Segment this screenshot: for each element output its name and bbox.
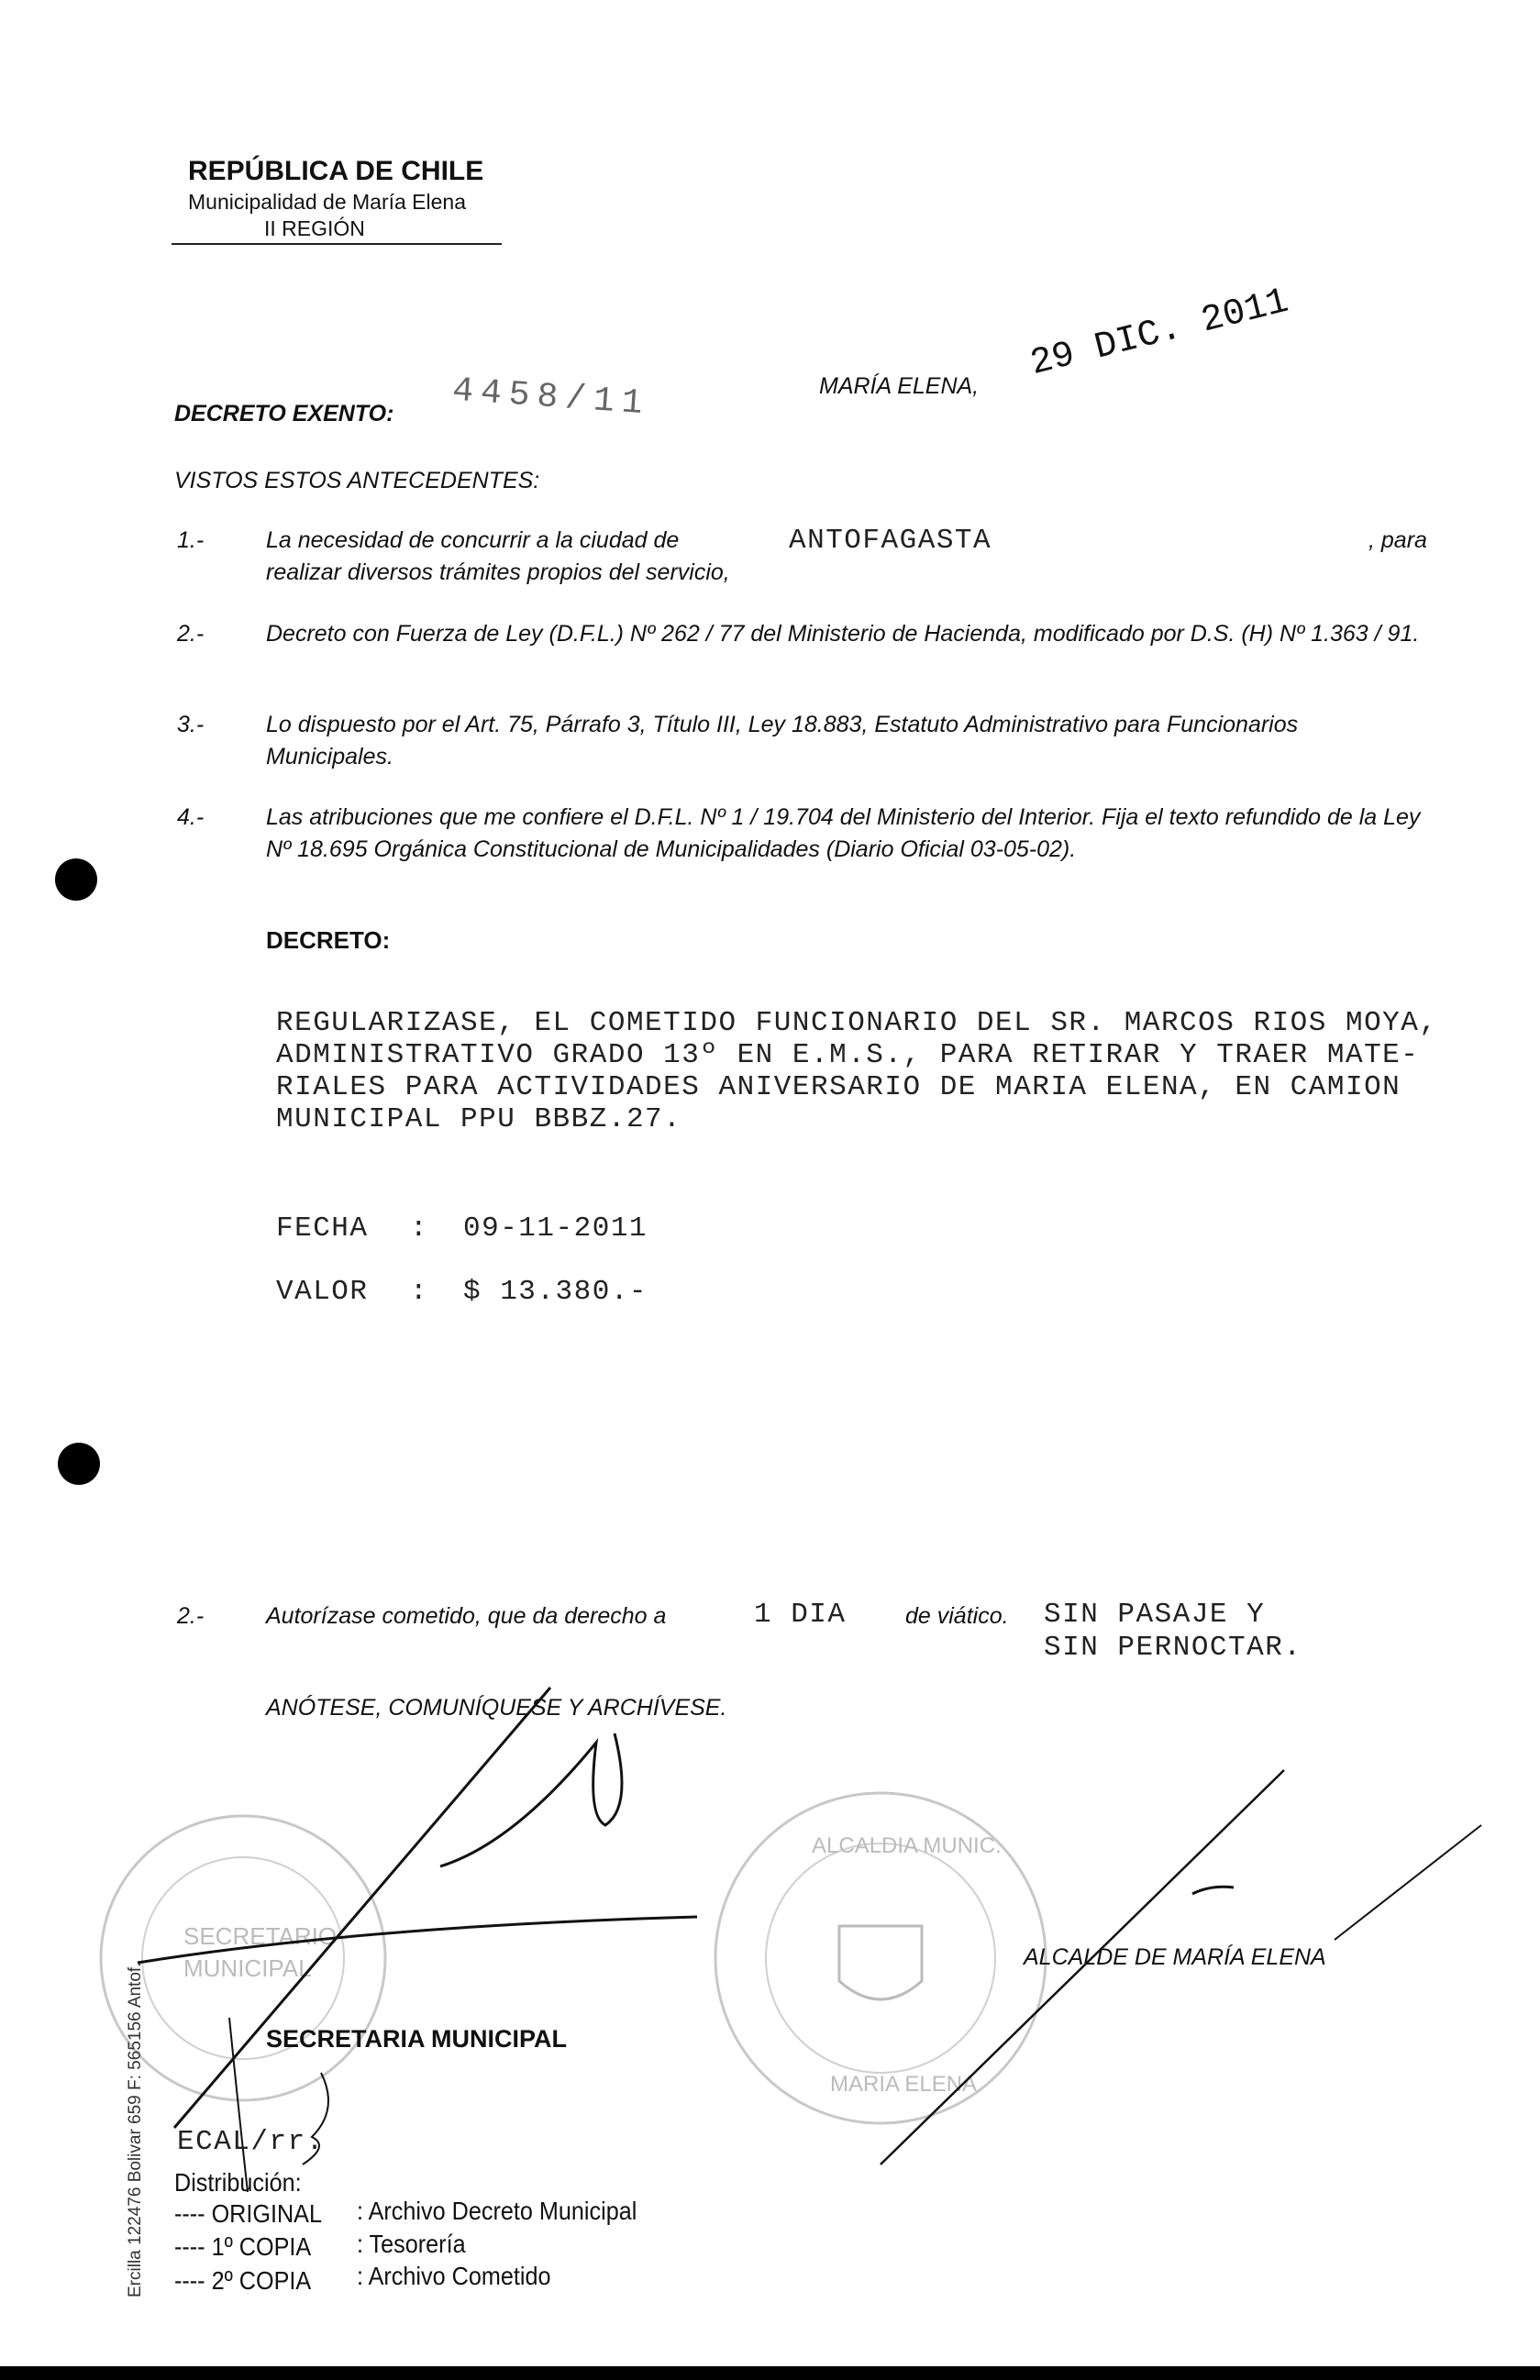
item-text-cont: realizar diversos trámites propios del servicio,: [266, 559, 730, 585]
item-number: 3.-: [177, 712, 205, 737]
decree-place: MARÍA ELENA,: [819, 373, 980, 399]
valor-value: $ 13.380.-: [463, 1276, 648, 1308]
mayor-seal: [711, 1788, 1050, 2128]
decreto-line: MUNICIPAL PPU BBBZ.27.: [276, 1103, 682, 1135]
distribution-value: : Archivo Cometido: [357, 2262, 551, 2290]
item-text: Las atribuciones que me confiere el D.F.L. Nº 1 / 19.704 del Ministerio del Interior. Fija el texto refundido de la Ley Nº 18.695 Orgánica Constitucional de Municipalidades (Diario Oficial 03-05-02).: [266, 804, 1421, 862]
item2-text-after: de viático.: [905, 1603, 1009, 1629]
valor-label: VALOR: [276, 1276, 369, 1308]
distribution-value: : Tesorería: [357, 2230, 466, 2258]
distribution-value: : Archivo Decreto Municipal: [357, 2197, 637, 2225]
distribution-title: Distribución:: [174, 2168, 302, 2197]
header-municipality: Municipalidad de María Elena: [188, 190, 467, 214]
decreto-title: DECRETO:: [266, 926, 391, 954]
decree-number-stamp: 4458/11: [450, 371, 651, 425]
hole-punch: [58, 1443, 100, 1485]
item2-number: 2.-: [177, 1603, 205, 1629]
decreto-line: REGULARIZASE, EL COMETIDO FUNCIONARIO DEL SR. MARCOS RIOS MOYA,: [276, 1007, 1438, 1039]
item-number: 2.-: [177, 621, 205, 647]
initials: ECAL/rr.: [177, 2126, 325, 2158]
destination-city: ANTOFAGASTA: [789, 525, 992, 557]
closing-text: ANÓTESE, COMUNÍQUESE Y ARCHÍVESE.: [266, 1695, 727, 1721]
distribution-label: ---- ORIGINAL: [174, 2199, 323, 2228]
item-number: 4.-: [177, 804, 205, 830]
vistos-title: VISTOS ESTOS ANTECEDENTES:: [174, 468, 540, 493]
item2-note: SIN PERNOCTAR.: [1044, 1632, 1302, 1664]
seal-text: MUNICIPAL: [183, 1954, 312, 1982]
distribution-label: ---- 1º COPIA: [174, 2232, 312, 2261]
viatico-days: 1 DIA: [754, 1599, 847, 1631]
scan-edge: [0, 2366, 1540, 2380]
printer-imprint: Ercilla 122476 Bolivar 659 F: 565156 Antof.: [126, 1962, 145, 2297]
decreto-line: RIALES PARA ACTIVIDADES ANIVERSARIO DE MARIA ELENA, EN CAMION: [276, 1071, 1402, 1103]
seal-text: SECRETARIO: [183, 1922, 338, 1950]
item-text: La necesidad de concurrir a la ciudad de: [266, 527, 680, 553]
date-stamp: 29 DIC. 2011: [1026, 281, 1293, 385]
seal-text: ALCALDIA MUNIC.: [812, 1833, 1002, 1858]
header-underline: [172, 243, 502, 245]
decree-label: DECRETO EXENTO:: [174, 401, 394, 426]
item2-text: Autorízase cometido, que da derecho a: [266, 1603, 667, 1629]
item-text: Decreto con Fuerza de Ley (D.F.L.) Nº 262 / 77 del Ministerio de Hacienda, modificado por D.S. (H) Nº 1.363 / 91.: [266, 621, 1420, 647]
seal-text: MARIA ELENA: [830, 2072, 978, 2097]
fecha-colon: :: [410, 1212, 429, 1245]
item-text-after: , para: [1368, 527, 1427, 553]
decreto-line: ADMINISTRATIVO GRADO 13º EN E.M.S., PARA RETIRAR Y TRAER MATE-: [276, 1039, 1420, 1071]
hole-punch: [55, 858, 97, 901]
item2-note: SIN PASAJE Y: [1044, 1599, 1266, 1631]
fecha-label: FECHA: [276, 1212, 369, 1245]
coat-of-arms-icon: [839, 1926, 922, 1999]
mayor-signature-label: ALCALDE DE MARÍA ELENA: [1024, 1944, 1326, 1970]
distribution-label: ---- 2º COPIA: [174, 2266, 312, 2295]
item-number: 1.-: [177, 527, 205, 553]
secretary-signature-label: SECRETARIA MUNICIPAL: [266, 2025, 567, 2053]
valor-colon: :: [410, 1276, 429, 1308]
header-region: II REGIÓN: [264, 216, 365, 240]
item-text: Lo dispuesto por el Art. 75, Párrafo 3, Título III, Ley 18.883, Estatuto Administrativo para Funcionarios Municipales.: [266, 712, 1299, 769]
header-country: REPÚBLICA DE CHILE: [188, 156, 484, 186]
fecha-value: 09-11-2011: [463, 1212, 648, 1245]
